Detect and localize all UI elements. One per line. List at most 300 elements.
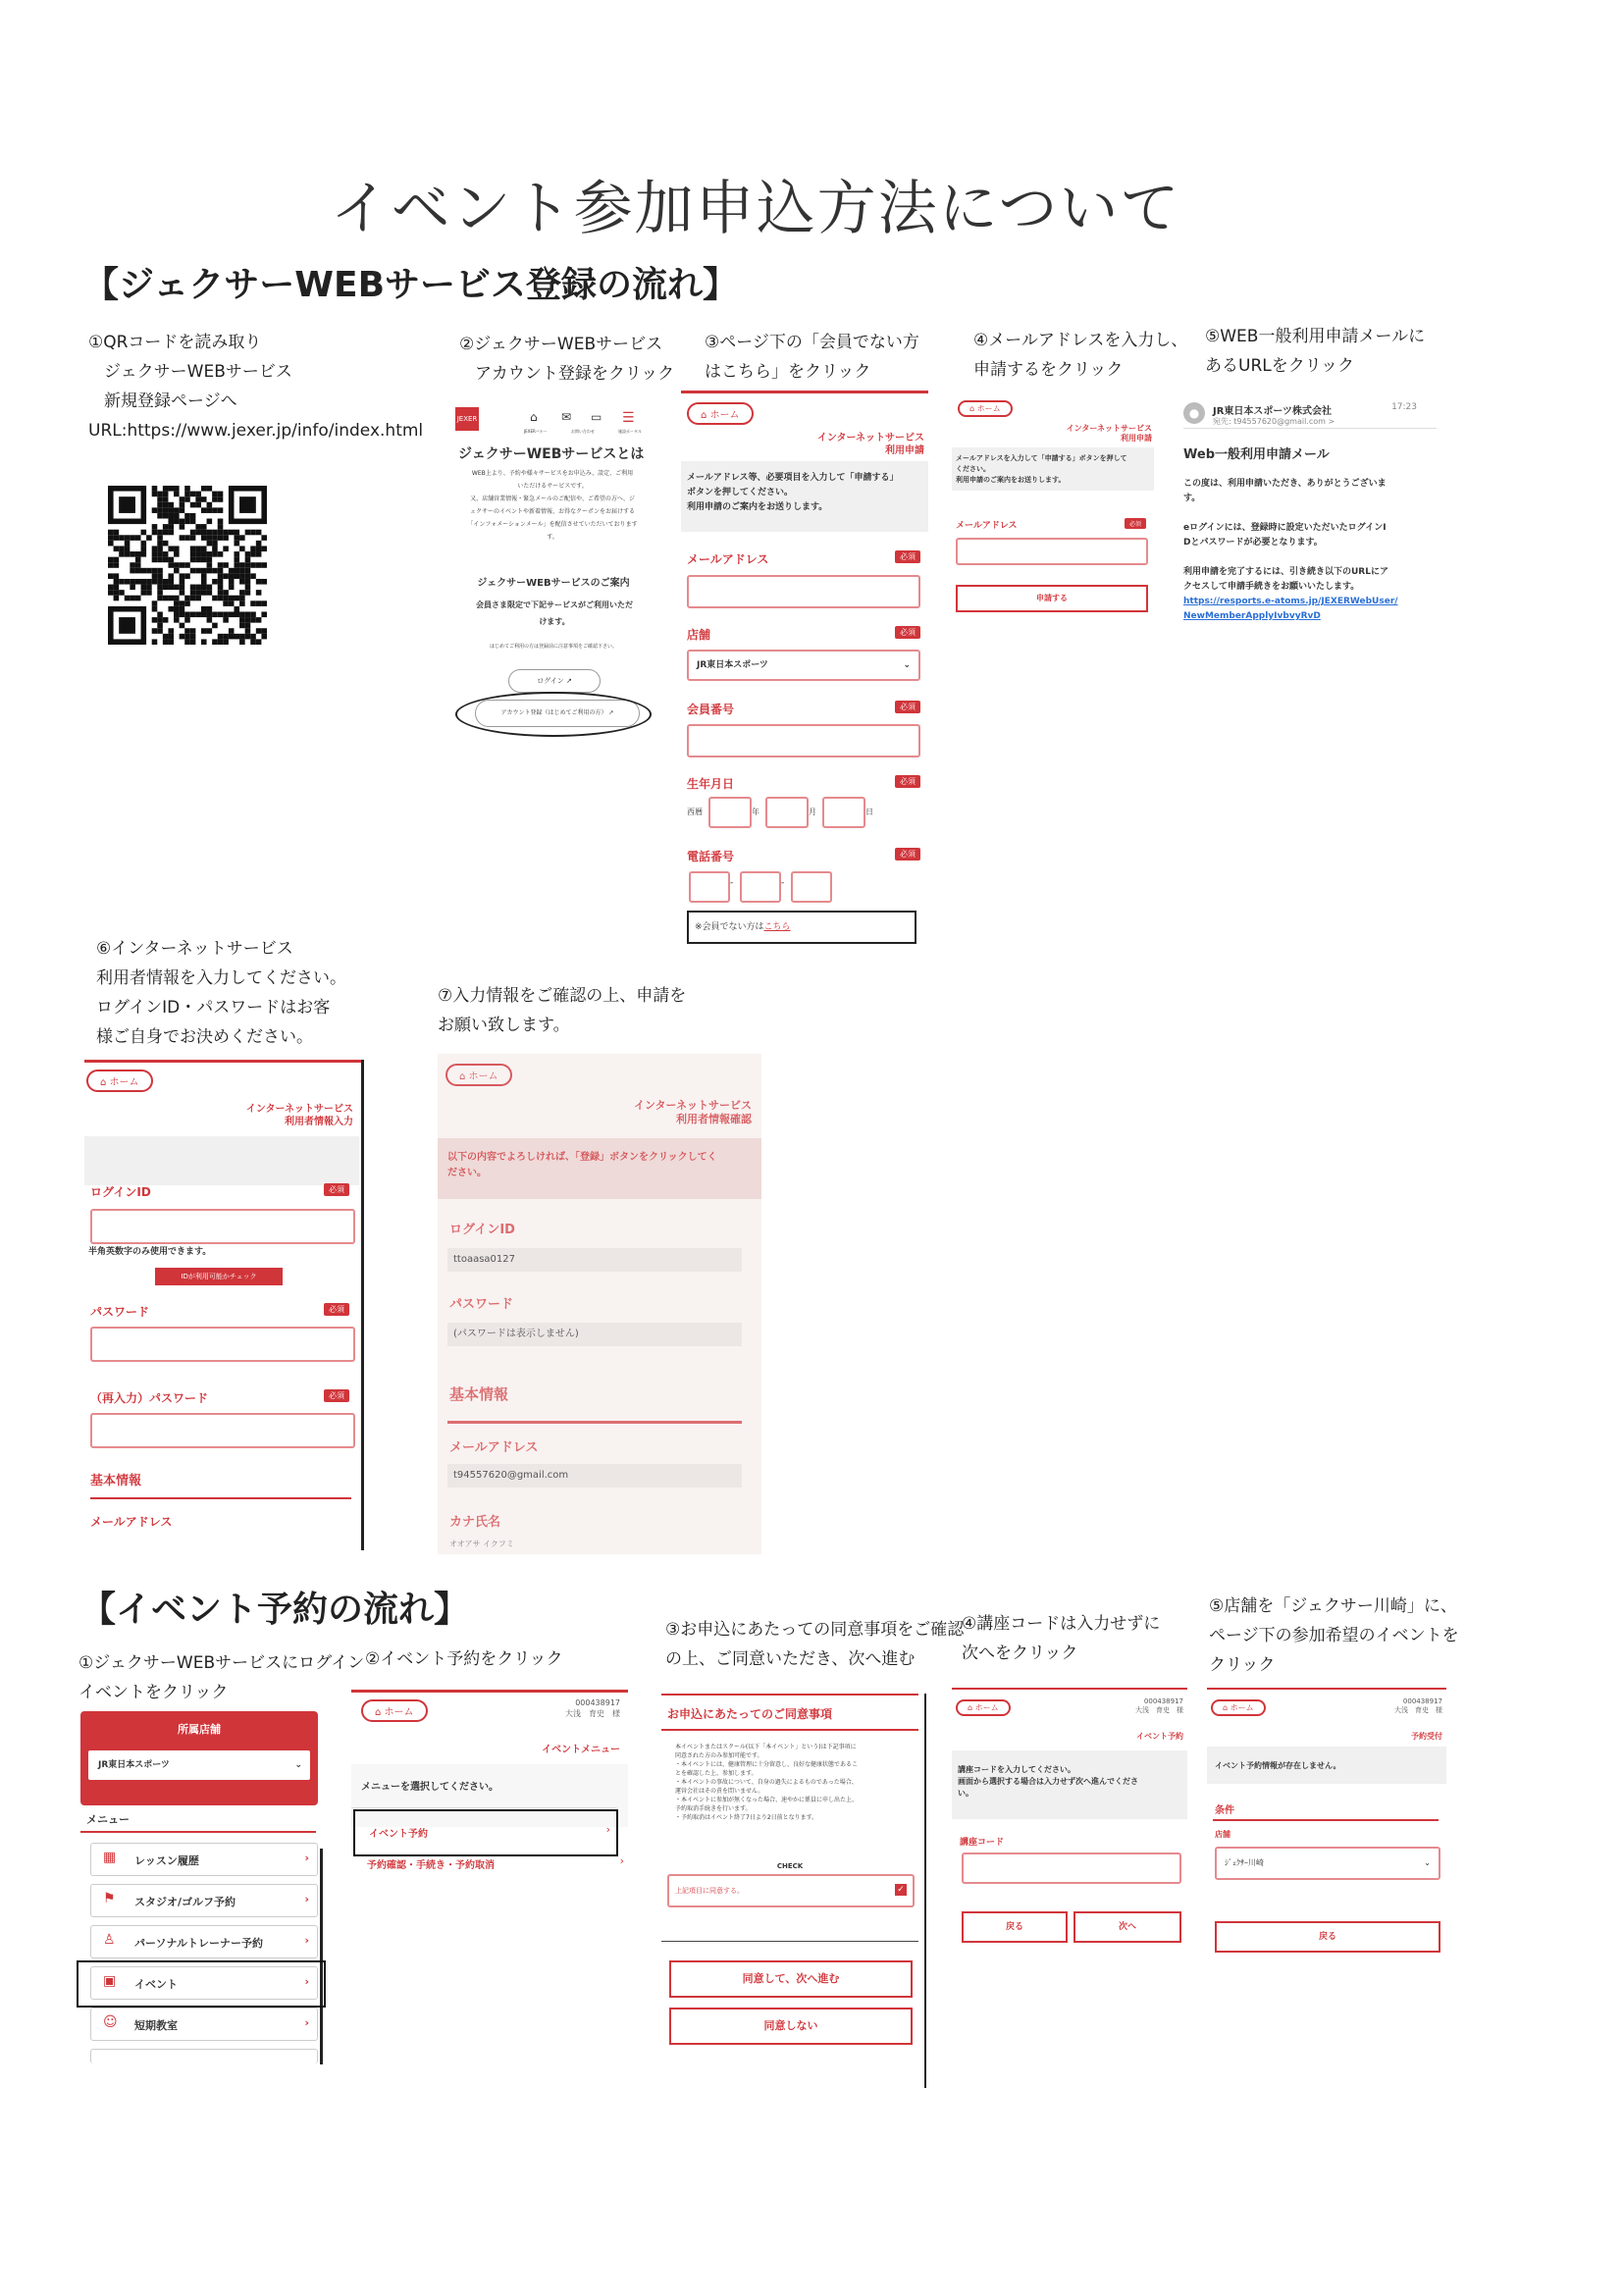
email-label: メールアドレス bbox=[687, 552, 769, 566]
qr-module bbox=[168, 596, 174, 601]
qr-module bbox=[168, 524, 174, 530]
qr-module bbox=[190, 639, 196, 645]
qr-module bbox=[157, 628, 163, 634]
qr-module bbox=[108, 590, 114, 596]
qr-module bbox=[180, 519, 185, 525]
qr-module bbox=[152, 551, 158, 557]
qr-module bbox=[195, 530, 201, 536]
qr-module bbox=[184, 535, 190, 541]
reg-step-2-text bbox=[459, 330, 674, 389]
member-info bbox=[1394, 1697, 1442, 1715]
reg-step-4-text bbox=[973, 326, 1187, 385]
qr-module bbox=[141, 551, 147, 557]
qr-module bbox=[163, 502, 169, 508]
qr-module bbox=[163, 634, 169, 640]
mail-url-link[interactable]: NewMemberApplyIvbvyRvD bbox=[1183, 611, 1321, 621]
qr-module bbox=[239, 623, 245, 629]
res-step-5-text bbox=[1209, 1592, 1459, 1680]
qr-module bbox=[239, 634, 245, 640]
qr-finder-module bbox=[119, 496, 135, 513]
qr-module bbox=[229, 600, 235, 606]
qr-module bbox=[180, 611, 185, 617]
email-text: t94557620@gmail.com bbox=[453, 1470, 569, 1481]
qr-module bbox=[174, 519, 180, 525]
member-no-label: 会員番号 bbox=[687, 703, 735, 716]
qr-module bbox=[152, 600, 158, 606]
course-code-label: 講座コード bbox=[960, 1838, 1005, 1848]
page-header: イベント予約 bbox=[1136, 1732, 1183, 1741]
qr-module bbox=[141, 568, 147, 574]
course-code-input[interactable] bbox=[962, 1852, 1181, 1884]
qr-module bbox=[174, 600, 180, 606]
qr-module bbox=[108, 530, 114, 536]
mail-line: 利用申請を完了するには、引き続き以下のURLにア bbox=[1183, 567, 1388, 577]
top-redline bbox=[661, 1694, 918, 1696]
disagree-button[interactable]: 同意しない bbox=[669, 2008, 913, 2045]
qr-module bbox=[223, 535, 229, 541]
qr-module bbox=[114, 557, 120, 563]
birth-month-input[interactable] bbox=[765, 797, 809, 828]
qr-module bbox=[125, 596, 131, 601]
reg-step-4-line: ④メールアドレスを入力し、 bbox=[973, 331, 1188, 350]
qr-module bbox=[157, 507, 163, 513]
qr-module bbox=[157, 623, 163, 629]
back-button[interactable]: 戻る bbox=[1215, 1921, 1440, 1953]
intro-line: い。 bbox=[958, 1789, 973, 1798]
res-step-1-line: イベントをクリック bbox=[79, 1683, 229, 1702]
consent-line: 予約取消手続きを行います。 bbox=[675, 1805, 752, 1812]
qr-module bbox=[195, 492, 201, 497]
qr-module bbox=[212, 492, 218, 497]
qr-module bbox=[195, 546, 201, 551]
qr-module bbox=[234, 535, 239, 541]
qr-module bbox=[157, 585, 163, 591]
qr-module bbox=[157, 568, 163, 574]
qr-module bbox=[168, 507, 174, 513]
qr-module bbox=[180, 507, 185, 513]
home-label: ホーム bbox=[384, 1707, 414, 1718]
qr-module bbox=[256, 562, 262, 568]
qr-module bbox=[146, 585, 152, 591]
email-label: メールアドレス bbox=[956, 521, 1018, 531]
page-header bbox=[817, 432, 924, 457]
res-step-4-text bbox=[962, 1609, 1160, 1668]
qr-module bbox=[250, 617, 256, 623]
qr-module bbox=[135, 535, 141, 541]
login-id-label: ログインID bbox=[449, 1223, 515, 1237]
home-button[interactable]: ⌂ ホーム bbox=[687, 402, 754, 425]
qr-module bbox=[152, 628, 158, 634]
qr-module bbox=[212, 530, 218, 536]
menu-item-lesson-history[interactable] bbox=[90, 1843, 318, 1876]
qr-module bbox=[125, 551, 131, 557]
about-line: いただけるサービスです。 bbox=[517, 483, 588, 490]
page-header: イベントメニュー bbox=[542, 1745, 620, 1755]
qr-module bbox=[146, 535, 152, 541]
qr-module bbox=[190, 519, 196, 525]
kana-value: オオアサ イクフミ bbox=[449, 1539, 514, 1548]
qr-module bbox=[108, 557, 114, 563]
qr-module bbox=[245, 634, 251, 640]
qr-module bbox=[114, 596, 120, 601]
store-select[interactable] bbox=[687, 650, 920, 681]
basic-info-heading: 基本情報 bbox=[90, 1474, 142, 1488]
qr-code[interactable] bbox=[108, 486, 267, 645]
home-button[interactable]: ⌂ ホーム bbox=[361, 1699, 428, 1722]
qr-module bbox=[256, 541, 262, 547]
qr-module bbox=[207, 562, 213, 568]
top-redline bbox=[681, 391, 928, 393]
qr-module bbox=[245, 551, 251, 557]
required-badge: 必須 bbox=[895, 626, 920, 639]
qr-module bbox=[239, 579, 245, 585]
qr-module bbox=[207, 557, 213, 563]
section-registration-title: 【ジェクサーWEBサービス登録の流れ】 bbox=[83, 265, 739, 305]
birth-day-input[interactable] bbox=[822, 797, 865, 828]
qr-module bbox=[223, 639, 229, 645]
intro-line: ださい。 bbox=[447, 1168, 487, 1178]
qr-module bbox=[163, 507, 169, 513]
email-label: メールアドレス bbox=[90, 1515, 173, 1529]
menu-item-personal-trainer[interactable] bbox=[90, 1925, 318, 1958]
qr-module bbox=[256, 639, 262, 645]
header-line: 利用者情報確認 bbox=[676, 1113, 752, 1125]
check-label: CHECK bbox=[776, 1862, 804, 1870]
consent-line: 運営会社はその責を問いません。 bbox=[675, 1788, 764, 1795]
qr-module bbox=[114, 535, 120, 541]
mail-spacer bbox=[1183, 506, 1437, 521]
qr-module bbox=[201, 546, 207, 551]
qr-module bbox=[195, 524, 201, 530]
screenshot-event-menu bbox=[351, 1690, 628, 1876]
qr-module bbox=[163, 639, 169, 645]
consent-line: 本イベントまたはスクール(以下「本イベント」という)は下記事項に bbox=[675, 1744, 857, 1750]
required-badge: 必須 bbox=[1125, 518, 1146, 529]
qr-module bbox=[261, 634, 267, 640]
header-line: インターネットサービス bbox=[245, 1104, 353, 1115]
phone-input-3[interactable] bbox=[791, 871, 832, 903]
heading-redline bbox=[661, 1729, 918, 1731]
qr-module bbox=[163, 496, 169, 502]
qr-module bbox=[190, 492, 196, 497]
qr-module bbox=[250, 600, 256, 606]
day-label: 日 bbox=[865, 808, 873, 816]
qr-module bbox=[207, 507, 213, 513]
store-select[interactable] bbox=[88, 1750, 310, 1780]
reg-step-6-line: ⑥インターネットサービス bbox=[96, 939, 293, 959]
home-button[interactable]: ⌂ ホーム bbox=[958, 400, 1013, 417]
chevron-down-icon: ⌄ bbox=[294, 1760, 302, 1770]
password-input[interactable] bbox=[90, 1327, 355, 1362]
qr-module bbox=[212, 535, 218, 541]
qr-module bbox=[130, 585, 135, 591]
event-reserve-item[interactable] bbox=[353, 1809, 618, 1856]
about-line: 「インフォメーションメール」を配信させていただいております bbox=[467, 521, 638, 528]
agree-checkbox[interactable] bbox=[667, 1874, 915, 1907]
qr-module bbox=[190, 530, 196, 536]
menu-item-partial[interactable] bbox=[90, 2049, 318, 2063]
qr-module bbox=[119, 535, 125, 541]
res-step-3-line: ③お申込にあたっての同意事項をご確認 bbox=[665, 1620, 965, 1640]
qr-module bbox=[195, 590, 201, 596]
home-label: ホーム bbox=[974, 1703, 999, 1712]
next-button[interactable]: 次へ bbox=[1073, 1911, 1181, 1943]
login-label: ログイン bbox=[537, 677, 564, 685]
qr-module bbox=[180, 579, 185, 585]
qr-module bbox=[135, 568, 141, 574]
qr-module bbox=[168, 579, 174, 585]
qr-module bbox=[245, 623, 251, 629]
consent-body bbox=[675, 1743, 920, 1822]
qr-module bbox=[184, 600, 190, 606]
qr-module bbox=[152, 606, 158, 612]
qr-module bbox=[201, 585, 207, 591]
frame-line bbox=[924, 1694, 926, 2088]
qr-module bbox=[157, 617, 163, 623]
qr-module bbox=[229, 596, 235, 601]
reg-step-2-line: ②ジェクサーWEBサービス bbox=[459, 335, 663, 354]
consent-line: ・本イベントに参加が無くなった場合、速やかに係員に申し出た上、 bbox=[675, 1797, 859, 1803]
res-step-5-line: クリック bbox=[1209, 1655, 1276, 1675]
intro-line: 利用申請のご案内をお送りします。 bbox=[687, 502, 828, 512]
qr-module bbox=[201, 639, 207, 645]
qr-module bbox=[184, 639, 190, 645]
qr-module bbox=[212, 623, 218, 629]
qr-module bbox=[180, 562, 185, 568]
nonmember-link[interactable]: こちら bbox=[763, 922, 791, 932]
qr-module bbox=[201, 507, 207, 513]
home-icon[interactable]: ⌂ bbox=[530, 410, 538, 424]
qr-module bbox=[114, 590, 120, 596]
qr-module bbox=[184, 513, 190, 519]
qr-module bbox=[229, 585, 235, 591]
qr-module bbox=[212, 507, 218, 513]
member-number: 000438917 bbox=[1143, 1697, 1183, 1705]
qr-module bbox=[141, 541, 147, 547]
qr-module bbox=[184, 486, 190, 492]
menu-item-short-course[interactable] bbox=[90, 2008, 318, 2041]
qr-module bbox=[114, 562, 120, 568]
qr-module bbox=[207, 530, 213, 536]
store-select[interactable] bbox=[1215, 1847, 1440, 1880]
qr-module bbox=[174, 585, 180, 591]
qr-module bbox=[146, 590, 152, 596]
qr-module bbox=[256, 617, 262, 623]
guide-line: 会員さま限定で下記サービスがご利用いただ bbox=[476, 600, 633, 609]
qr-module bbox=[168, 585, 174, 591]
qr-module bbox=[250, 546, 256, 551]
phone-input-1[interactable] bbox=[689, 871, 730, 903]
store-header: 所属店舗 bbox=[178, 1723, 221, 1736]
nonmember-box bbox=[687, 911, 916, 944]
mail-to: 宛先: t94557620@gmail.com > bbox=[1213, 417, 1335, 426]
required-badge: 必須 bbox=[895, 550, 920, 563]
section-reservation-title: 【イベント予約の流れ】 bbox=[80, 1590, 470, 1630]
event-reserve-label: イベント予約 bbox=[369, 1829, 428, 1840]
guide-title: ジェクサーWEBサービスのご案内 bbox=[477, 578, 630, 589]
home-button[interactable]: ⌂ ホーム bbox=[86, 1070, 153, 1092]
qr-module bbox=[180, 590, 185, 596]
submit-button[interactable]: 申請する bbox=[956, 585, 1148, 612]
qr-module bbox=[184, 496, 190, 502]
screenshot-email-message bbox=[1181, 392, 1439, 648]
qr-module bbox=[223, 617, 229, 623]
qr-module bbox=[229, 568, 235, 574]
qr-module bbox=[218, 551, 224, 557]
qr-module bbox=[195, 585, 201, 591]
home-label: ホーム bbox=[1230, 1703, 1254, 1712]
qr-module bbox=[190, 634, 196, 640]
login-button[interactable]: ログイン ↗ bbox=[508, 669, 601, 693]
qr-module bbox=[256, 530, 262, 536]
qr-module bbox=[190, 551, 196, 557]
qr-module bbox=[207, 486, 213, 492]
qr-module bbox=[146, 568, 152, 574]
qr-module bbox=[141, 530, 147, 536]
qr-module bbox=[256, 551, 262, 557]
qr-module bbox=[180, 524, 185, 530]
qr-module bbox=[207, 585, 213, 591]
qr-module bbox=[157, 573, 163, 579]
screenshot-email-entry bbox=[952, 391, 1154, 616]
menu-item-label: パーソナルトレーナー予約 bbox=[134, 1937, 264, 1950]
divider bbox=[1183, 428, 1437, 429]
qr-module bbox=[239, 590, 245, 596]
reg-step-3-text bbox=[705, 328, 919, 387]
login-id-hint: 半角英数字のみ使用できます。 bbox=[88, 1247, 212, 1257]
member-name: 大浅 育史 様 bbox=[565, 1709, 620, 1718]
home-button[interactable]: ⌂ ホーム bbox=[1211, 1699, 1266, 1716]
email-input[interactable] bbox=[687, 575, 920, 608]
email-input[interactable] bbox=[956, 538, 1148, 565]
page-header bbox=[1067, 424, 1152, 444]
login-id-input[interactable] bbox=[90, 1209, 355, 1244]
qr-module bbox=[250, 639, 256, 645]
chevron-right-icon: › bbox=[619, 1854, 624, 1867]
qr-module bbox=[223, 596, 229, 601]
chevron-down-icon: ⌄ bbox=[903, 660, 911, 670]
home-button[interactable]: ⌂ ホーム bbox=[956, 1699, 1011, 1716]
mail-subject: Web一般利用申請メール bbox=[1183, 447, 1330, 462]
header-line: インターネットサービス bbox=[633, 1099, 752, 1112]
intro-line: 講座コードを入力してください。 bbox=[958, 1765, 1075, 1774]
qr-module bbox=[190, 628, 196, 634]
reserve-check-item[interactable]: 予約確認・手続き・予約取消 bbox=[367, 1860, 495, 1871]
qr-module bbox=[256, 628, 262, 634]
reg-step-1-line: ジェクサーWEBサービス bbox=[104, 362, 292, 382]
reg-step-6-text bbox=[96, 934, 346, 1052]
qr-module bbox=[157, 541, 163, 547]
qr-module bbox=[207, 611, 213, 617]
qr-module bbox=[261, 579, 267, 585]
golf-icon: ⚑ bbox=[103, 1891, 116, 1906]
calendar-icon: ▦ bbox=[103, 1850, 117, 1865]
divider bbox=[351, 1807, 616, 1808]
qr-module bbox=[114, 546, 120, 551]
birth-year-input[interactable] bbox=[708, 797, 752, 828]
password-confirm-input[interactable] bbox=[90, 1413, 355, 1448]
qr-module bbox=[168, 513, 174, 519]
qr-module bbox=[201, 524, 207, 530]
qr-finder-module bbox=[239, 496, 256, 513]
phone-input-2[interactable] bbox=[740, 871, 781, 903]
account-register-button[interactable]: アカウント登録（はじめてご利用の方） ↗ bbox=[475, 700, 640, 727]
qr-module bbox=[245, 611, 251, 617]
qr-module bbox=[256, 579, 262, 585]
qr-module bbox=[180, 535, 185, 541]
qr-module bbox=[174, 492, 180, 497]
home-label: ホーム bbox=[709, 410, 740, 421]
home-button[interactable]: ⌂ ホーム bbox=[445, 1064, 512, 1086]
member-no-input[interactable] bbox=[687, 724, 920, 757]
qr-module bbox=[207, 617, 213, 623]
qr-module bbox=[245, 628, 251, 634]
mail-icon[interactable]: ✉ bbox=[561, 410, 572, 424]
mail-line: す。 bbox=[1183, 494, 1201, 503]
password-label: パスワード bbox=[449, 1297, 514, 1312]
menu-item-studio-golf[interactable] bbox=[90, 1884, 318, 1917]
qr-module bbox=[207, 535, 213, 541]
condition-heading: 条件 bbox=[1215, 1805, 1234, 1816]
qr-module bbox=[125, 546, 131, 551]
screenshot-application-form bbox=[681, 391, 928, 950]
back-button[interactable]: 戻る bbox=[962, 1911, 1068, 1943]
qr-module bbox=[168, 639, 174, 645]
menu-icon[interactable]: ☰ bbox=[622, 410, 635, 426]
reg-step-7-line: ⑦入力情報をご確認の上、申請を bbox=[438, 986, 687, 1006]
qr-module bbox=[218, 611, 224, 617]
qr-module bbox=[108, 535, 114, 541]
res-step-4-line: ④講座コードは入力せずに bbox=[962, 1614, 1161, 1634]
about-line: す。 bbox=[547, 534, 558, 541]
portal-icon[interactable]: ▭ bbox=[591, 410, 602, 424]
qr-module bbox=[180, 496, 185, 502]
qr-module bbox=[201, 557, 207, 563]
qr-module bbox=[174, 562, 180, 568]
reg-step-5-text bbox=[1205, 322, 1425, 381]
highlight-box bbox=[77, 1960, 326, 2008]
menu-item-label: レッスン履歴 bbox=[134, 1854, 199, 1867]
email-label: メールアドレス bbox=[449, 1440, 539, 1455]
qr-module bbox=[195, 596, 201, 601]
id-check-button[interactable]: IDが利用可能かチェック bbox=[155, 1268, 283, 1285]
highlight-circle bbox=[455, 692, 652, 737]
mail-line: この度は、利用申請いただき、ありがとうございま bbox=[1183, 479, 1387, 489]
qr-module bbox=[168, 573, 174, 579]
mail-spacer bbox=[1183, 550, 1437, 565]
qr-module bbox=[152, 546, 158, 551]
sender-name: JR東日本スポーツ株式会社 bbox=[1213, 406, 1333, 417]
reg-step-5-line: あるURLをクリック bbox=[1205, 356, 1355, 376]
agree-check-label: 上記項目に同意する。 bbox=[675, 1887, 744, 1895]
group-icon: ☺ bbox=[103, 2014, 118, 2030]
password-confirm-label: （再入力）パスワード bbox=[90, 1391, 209, 1405]
reg-step-3-line: はこちら」をクリック bbox=[705, 362, 871, 382]
era-label: 西暦 bbox=[687, 808, 703, 816]
chevron-right-icon: › bbox=[304, 2016, 309, 2029]
qr-module bbox=[250, 611, 256, 617]
about-line: WEB上より、予約や様々サービスをお申込み、設定、ご利用 bbox=[471, 470, 634, 477]
agree-next-button[interactable]: 同意して、次へ進む bbox=[669, 1960, 913, 1998]
qr-module bbox=[239, 611, 245, 617]
qr-module bbox=[223, 600, 229, 606]
qr-module bbox=[195, 551, 201, 557]
qr-module bbox=[157, 579, 163, 585]
qr-module bbox=[157, 596, 163, 601]
about-line: ェクサーのイベントや新着情報、お得なクーポンをお届けする bbox=[469, 508, 635, 515]
mail-url-link[interactable]: https://resports.e-atoms.jp/JEXERWebUser/ bbox=[1183, 597, 1398, 606]
qr-module bbox=[239, 573, 245, 579]
